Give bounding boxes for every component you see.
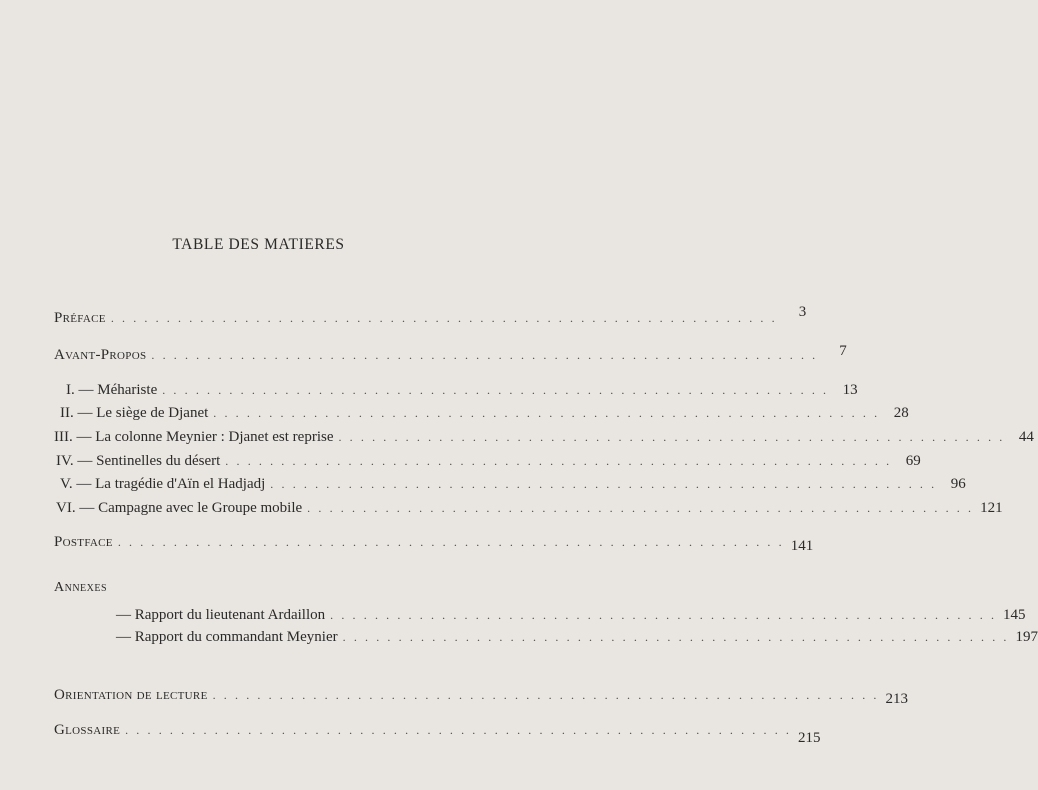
toc-entry-page: 96 <box>950 476 966 492</box>
toc-entry-label: Glossaire <box>54 722 121 738</box>
toc-entry-chapter-2 <box>54 403 909 423</box>
toc-entry-page: 3 <box>798 304 807 320</box>
toc-entry-label: Préface <box>54 310 106 326</box>
toc-entry-annex-2 <box>116 627 1038 647</box>
toc-entry-label: — Rapport du commandant Meynier <box>116 629 338 645</box>
toc-entry-preface <box>54 304 807 328</box>
dot-leader: . . . . . . . . . . . . . . . . . . . . . . . . . . . . . . . . . . . . . . . . . . . . . . . . . . . . . . . . . . . . <box>117 535 785 549</box>
dot-leader: . . . . . . . . . . . . . . . . . . . . . . . . . . . . . . . . . . . . . . . . . . . . . . . . . . . . . . . . . . . . <box>307 501 974 515</box>
toc-entry-avant-propos <box>54 343 847 365</box>
dot-leader: . . . . . . . . . . . . . . . . . . . . . . . . . . . . . . . . . . . . . . . . . . . . . . . . . . . . . . . . . . . . <box>338 430 1005 444</box>
annexes-heading: Annexes <box>54 580 108 595</box>
dot-leader: . . . . . . . . . . . . . . . . . . . . . . . . . . . . . . . . . . . . . . . . . . . . . . . . . . . . . . . . . . . . <box>270 477 937 491</box>
toc-entry-annex-1 <box>116 605 1026 625</box>
dot-leader: . . . . . . . . . . . . . . . . . . . . . . . . . . . . . . . . . . . . . . . . . . . . . . . . . . . . . . . . . . . . <box>330 608 997 622</box>
toc-entry-label: — Rapport du lieutenant Ardaillon <box>116 607 326 623</box>
toc-entry-page: 44 <box>1018 429 1034 445</box>
toc-entry-glossaire <box>54 720 821 746</box>
toc-entry-page: 13 <box>842 382 858 398</box>
toc-entry-page: 197 <box>1015 629 1038 645</box>
toc-entry-page: 215 <box>798 730 821 746</box>
toc-entry-chapter-6 <box>54 498 1003 518</box>
dot-leader: . . . . . . . . . . . . . . . . . . . . . . . . . . . . . . . . . . . . . . . . . . . . . . . . . . . . . . . . . . . . <box>110 311 778 325</box>
toc-entry-label: V. — La tragédie d'Aïn el Hadjadj <box>60 476 266 492</box>
dot-leader: . . . . . . . . . . . . . . . . . . . . . . . . . . . . . . . . . . . . . . . . . . . . . . . . . . . . . . . . . . . . <box>151 348 818 362</box>
dot-leader: . . . . . . . . . . . . . . . . . . . . . . . . . . . . . . . . . . . . . . . . . . . . . . . . . . . . . . . . . . . . <box>342 630 1010 644</box>
toc-entry-page: 69 <box>905 453 921 469</box>
toc-entry-page: 121 <box>980 500 1003 516</box>
toc-entry-page: 145 <box>1003 607 1026 623</box>
toc-entry-label: IV. — Sentinelles du désert <box>56 453 221 469</box>
toc-entry-chapter-1 <box>54 380 858 400</box>
toc-entry-label: I. — Méhariste <box>66 382 158 398</box>
toc-entry-label: III. — La colonne Meynier : Djanet est reprise <box>54 429 334 445</box>
toc-entry-chapter-4 <box>54 451 921 471</box>
dot-leader: . . . . . . . . . . . . . . . . . . . . . . . . . . . . . . . . . . . . . . . . . . . . . . . . . . . . . . . . . . . . <box>212 688 879 702</box>
toc-entry-label: Avant-Propos <box>54 347 147 363</box>
toc-entry-chapter-3 <box>54 427 1034 447</box>
dot-leader: . . . . . . . . . . . . . . . . . . . . . . . . . . . . . . . . . . . . . . . . . . . . . . . . . . . . . . . . . . . . <box>162 383 829 397</box>
toc-entry-label: Orientation de lecture <box>54 687 208 703</box>
toc-entry-page: 141 <box>790 538 814 554</box>
dot-leader: . . . . . . . . . . . . . . . . . . . . . . . . . . . . . . . . . . . . . . . . . . . . . . . . . . . . . . . . . . . . <box>125 723 792 737</box>
dot-leader: . . . . . . . . . . . . . . . . . . . . . . . . . . . . . . . . . . . . . . . . . . . . . . . . . . . . . . . . . . . . <box>225 454 892 468</box>
dot-leader: . . . . . . . . . . . . . . . . . . . . . . . . . . . . . . . . . . . . . . . . . . . . . . . . . . . . . . . . . . . . <box>213 406 880 420</box>
toc-entry-orientation <box>54 685 908 707</box>
toc-entry-label: VI. — Campagne avec le Groupe mobile <box>56 500 303 516</box>
page-title: TABLE DES MATIERES <box>172 236 345 253</box>
toc-entry-page: 7 <box>839 343 847 359</box>
toc-entry-label: II. — Le siège de Djanet <box>60 405 209 421</box>
toc-entry-postface <box>54 532 814 554</box>
toc-entry-label: Postface <box>54 534 113 550</box>
toc-entry-page: 28 <box>893 405 909 421</box>
toc-entry-chapter-5 <box>54 474 966 494</box>
toc-entry-page: 213 <box>885 691 908 707</box>
